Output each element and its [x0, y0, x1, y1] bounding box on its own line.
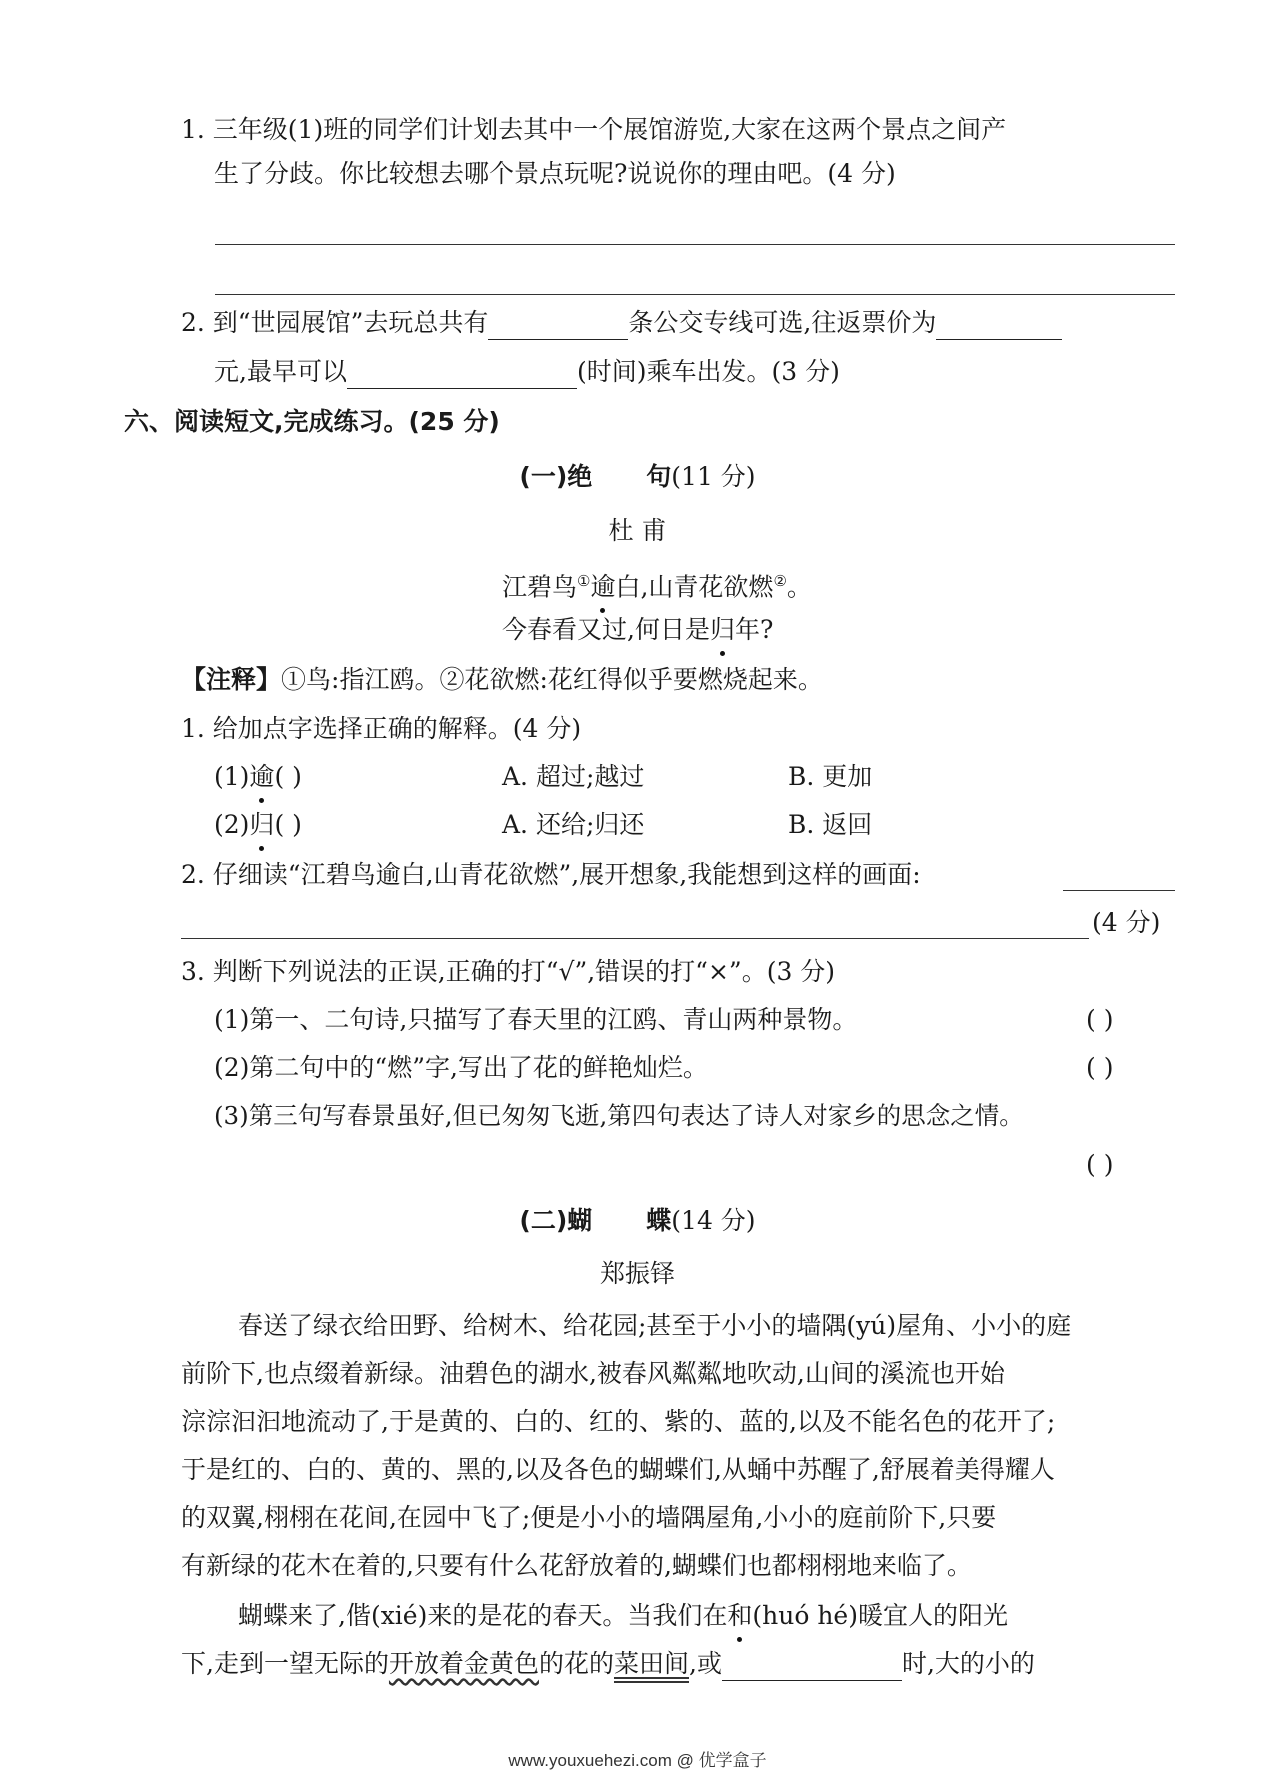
poem-q1-item-2	[214, 808, 302, 842]
poem-title-prefix: (一)绝	[519, 462, 593, 491]
q3-item1-answer-paren[interactable]: ( )	[1086, 1005, 1114, 1034]
essay-title-score: (14 分)	[671, 1206, 756, 1235]
poem-line2-b: 年?	[734, 615, 774, 644]
q1-item1-option-a[interactable]: A. 超过;越过	[502, 762, 645, 791]
q1-item1-prefix: (1)	[214, 762, 250, 791]
p2-line1-b: (huó hé)暖宜人的阳光	[752, 1601, 1008, 1630]
q2-text-d: (时间)乘车出发。(3 分)	[576, 357, 840, 386]
dotted-char-he: 和	[727, 1599, 752, 1633]
p2-line2-b: 的花的	[538, 1649, 614, 1678]
q3-item-1: (1)第一、二句诗,只描写了春天里的江鸥、青山两种景物。	[214, 1005, 858, 1034]
q2-text-c: 元,最早可以	[214, 357, 347, 386]
q3-item3-answer-paren[interactable]: ( )	[1086, 1150, 1114, 1179]
essay-p1-line-5: 的双翼,栩栩在花间,在园中飞了;便是小小的墙隅屋角,小小的庭前阶下,只要	[181, 1503, 997, 1532]
p2-line2-d: 时,大的小的	[901, 1649, 1035, 1678]
poem-author: 杜 甫	[608, 516, 667, 545]
poem-line-2	[502, 613, 773, 647]
essay-title-prefix: (二)蝴	[519, 1206, 593, 1235]
essay-p1-line-2: 前阶下,也点缀着新绿。油碧色的湖水,被春风粼粼地吹动,山间的溪流也开始	[181, 1359, 1005, 1388]
q1-item1-option-b[interactable]: B. 更加	[788, 762, 873, 791]
q3-item-2: (2)第二句中的“燃”字,写出了花的鲜艳灿烂。	[214, 1053, 708, 1082]
q1-item2-option-b[interactable]: B. 返回	[788, 810, 873, 839]
essay-title	[0, 1204, 1275, 1238]
q2-score: (4 分)	[1092, 908, 1161, 937]
p2-line1-a: 蝴蝶来了,偕(xié)来的是花的春天。当我们在	[238, 1601, 728, 1630]
departure-time-blank[interactable]	[347, 362, 577, 389]
dotted-char-yu: 逾	[590, 570, 615, 604]
poem-q2: 2. 仔细读“江碧鸟逾白,山青花欲燃”,展开想象,我能想到这样的画面:	[181, 860, 921, 889]
poem-q3: 3. 判断下列说法的正误,正确的打“√”,错误的打“×”。(3 分)	[181, 957, 836, 986]
answer-line-2[interactable]	[215, 294, 1175, 295]
q2-text-a: 2. 到“世园展馆”去玩总共有	[181, 308, 489, 337]
essay-p1-line-1: 春送了绿衣给田野、给树木、给花园;甚至于小小的墙隅(yú)屋角、小小的庭	[238, 1311, 1072, 1340]
q1-item2-prefix: (2)	[214, 810, 250, 839]
note1-marker: ①	[577, 572, 591, 590]
poem-line1-b: 白,山青花欲燃	[615, 572, 774, 602]
poem-q1-item-1	[214, 760, 302, 794]
q1-item2-option-a[interactable]: A. 还给;归还	[502, 810, 645, 839]
poem-line1-c: 。	[786, 572, 812, 602]
double-underlined-phrase: 菜田间	[613, 1649, 689, 1678]
q2-answer-line-1[interactable]	[1063, 890, 1175, 891]
answer-line-1[interactable]	[215, 244, 1175, 245]
poem-title-char2: 句	[646, 462, 672, 491]
essay-p1-line-4: 于是红的、白的、黄的、黑的,以及各色的蝴蝶们,从蛹中苏醒了,舒展着美得耀人	[181, 1455, 1055, 1484]
q2-text-b: 条公交专线可选,往返票价为	[628, 308, 937, 337]
q2-answer-line-2[interactable]	[181, 938, 1089, 939]
q1-item2-answer-paren[interactable]: ( )	[274, 810, 302, 839]
poem-q1: 1. 给加点字选择正确的解释。(4 分)	[181, 714, 582, 743]
wavy-underlined-phrase: 开放着金黄色	[388, 1649, 539, 1678]
poem-line-1	[502, 564, 812, 604]
ticket-price-blank[interactable]	[936, 313, 1062, 340]
poem-line1-a: 江碧鸟	[502, 572, 578, 602]
q1-item1-char: 逾	[249, 760, 274, 794]
annotation-label: 【注释】	[181, 665, 282, 694]
p2-line2-a: 下,走到一望无际的	[181, 1649, 389, 1678]
q3-item2-answer-paren[interactable]: ( )	[1086, 1053, 1114, 1082]
essay-p1-line-6: 有新绿的花木在着的,只要有什么花舒放着的,蝴蝶们也都栩栩地来临了。	[181, 1551, 972, 1580]
essay-fill-blank[interactable]	[722, 1654, 902, 1681]
note2-marker: ②	[773, 572, 787, 590]
essay-p1-line-3: 淙淙汩汩地流动了,于是黄的、白的、红的、紫的、蓝的,以及不能名色的花开了;	[181, 1407, 1056, 1436]
essay-p2-line-2	[181, 1647, 1035, 1681]
q1-item1-answer-paren[interactable]: ( )	[274, 762, 302, 791]
essay-author: 郑振铎	[599, 1259, 675, 1288]
annotation-text: ①鸟:指江鸥。②花欲燃:花红得似乎要燃烧起来。	[281, 665, 823, 694]
dotted-char-gui: 归	[710, 613, 735, 647]
bus-line-count-blank[interactable]	[488, 313, 628, 340]
section6-heading: 六、阅读短文,完成练习。(25 分)	[124, 407, 500, 436]
q1-line2: 生了分歧。你比较想去哪个景点玩呢?说说你的理由吧。(4 分)	[214, 159, 896, 188]
q3-item-3: (3)第三句写春景虽好,但已匆匆飞逝,第四句表达了诗人对家乡的思念之情。	[214, 1101, 1024, 1130]
poem-title	[0, 460, 1275, 494]
annotation	[181, 663, 823, 697]
essay-p2-line-1	[238, 1599, 1008, 1633]
q1-line1: 1. 三年级(1)班的同学们计划去其中一个展馆游览,大家在这两个景点之间产	[181, 115, 1007, 144]
poem-line2-a: 今春看又过,何日是	[502, 615, 710, 644]
q2-line2	[214, 355, 840, 389]
p2-line2-c: ,或	[689, 1649, 722, 1678]
essay-title-char2: 蝶	[646, 1206, 672, 1235]
footer-watermark: www.youxuehezi.com @ 优学盒子	[508, 1751, 767, 1770]
q1-item2-char: 归	[249, 808, 274, 842]
q2-line1	[181, 306, 1062, 340]
poem-title-score: (11 分)	[671, 462, 756, 491]
